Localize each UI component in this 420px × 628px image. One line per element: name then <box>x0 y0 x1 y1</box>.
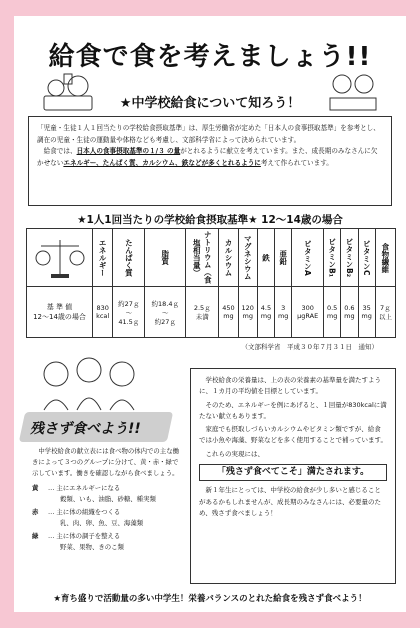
group-foods: 野菜、果物、きのこ類 <box>60 543 124 551</box>
header-zinc: 亜鉛 <box>275 229 292 287</box>
explanation-paragraph-5: 新１年生にとっては、中学校の給食が少し多いと感じることがあるかもしれませんが、成長期のみなさんには、必要量のため、残さず食べましょう！ <box>199 486 381 517</box>
cell-sodium: 2.5ｇ 未満 <box>186 287 219 338</box>
intro-text: 考えて作られています。 <box>260 158 333 167</box>
group-desc: … 主に体の組織をつくる <box>48 508 121 516</box>
nutrition-table <box>26 228 396 338</box>
table-row <box>27 287 396 338</box>
food-group-red <box>32 507 182 529</box>
table-header-row <box>27 229 396 287</box>
explanation-paragraph-4: これらの実現には、 <box>205 449 264 458</box>
header-vitamin-b1: ビタミンB₁ <box>324 229 341 287</box>
intro-text: 給食では、 <box>43 147 77 155</box>
group-key: 赤 <box>32 508 39 516</box>
cell-fat: 約18.4ｇ ～ 約27ｇ <box>145 287 186 338</box>
group-key: 緑 <box>32 532 39 540</box>
slogan-box: 「残さず食べてこそ」満たされます。 <box>199 464 387 481</box>
table-corner <box>27 229 93 287</box>
students-illustration <box>34 352 144 416</box>
cell-protein: 約27ｇ ～ 41.5ｇ <box>113 287 145 338</box>
page <box>14 16 406 612</box>
source-note: （文部科学省 平成３０年７月３１日 通知） <box>241 343 378 351</box>
cell-zinc: 3 mg <box>275 287 292 338</box>
cell-vitamin-b2: 0.6 mg <box>341 287 358 338</box>
group-key: 黄 <box>32 484 39 492</box>
explanation-paragraph-3: 家庭でも摂取しづらいカルシウムやビタミン類ですが、給食では小魚や海藻、野菜などを多く使用することで補っています。 <box>199 425 387 445</box>
footer-message: ★育ち盛りで活動量の多い中学生！栄養バランスのとれた給食を残さず食べよう！ <box>53 594 367 604</box>
header-vitamin-a: ビタミンA <box>292 229 324 287</box>
group-desc: … 主にエネルギーになる <box>48 484 121 492</box>
explanation-paragraph-1: 学校給食の栄養量は、上の表の栄養素の基準量を満たすように、１カ月の平均値を目標としています。 <box>199 376 381 396</box>
cell-vitamin-a: 300 μgRAE <box>292 287 324 338</box>
header-fiber: 食物繊維 <box>375 229 395 287</box>
header-magnesium: マグネシウム <box>238 229 257 287</box>
cell-vitamin-b1: 0.5 mg <box>324 287 341 338</box>
nutrition-explanation-box <box>190 368 396 584</box>
cell-fiber: 7ｇ 以上 <box>375 287 395 338</box>
header-calcium: カルシウム <box>219 229 238 287</box>
table-title: ★1人1回当たりの学校給食摂取基準★ 12～14歳の場合 <box>77 214 343 226</box>
banner-text: 残さず食べよう!! <box>30 421 141 437</box>
food-group-yellow <box>32 483 182 505</box>
cell-energy: 830 kcal <box>93 287 113 338</box>
header-vitamin-b2: ビタミンB₂ <box>341 229 358 287</box>
intro-box <box>28 116 392 206</box>
group-desc: … 主に体の調子を整える <box>48 532 121 540</box>
intro-paragraph-1: 「児童・生徒１人１回当たりの学校給食摂取基準」は、厚生労働省が定めた「日本人の食事摂取基準」を参考とし、調在の児童・生徒の運動量や体格なども考慮し、文部科学省によって決められています。 <box>37 124 380 144</box>
header-iron: 鉄 <box>257 229 274 287</box>
intro-text: がとれるように献立を考えています。また、成長期のみなさんに欠かせない <box>37 147 378 167</box>
header-energy: エネルギー <box>93 229 113 287</box>
page-title: 給食で食を考えましょう!! <box>48 42 372 72</box>
balance-scale-icon <box>33 232 87 282</box>
header-sodium: ナトリウム（食塩相当量） <box>186 229 219 287</box>
intro-highlight-2: エネルギー、たんぱく質、カルシウム、鉄などが多くとれるように <box>63 158 261 167</box>
group-foods: 穀類、いも、油脂、砂糖、種実類 <box>60 495 156 503</box>
nokosazu-banner <box>22 412 170 442</box>
explanation-paragraph-2: そのため、エネルギーを例にあげると、１回量が830kcalに満たない献立もあります。 <box>199 400 387 420</box>
header-vitamin-c: ビタミンC <box>358 229 375 287</box>
subtitle: ★中学校給食について知ろう！ <box>119 96 301 111</box>
food-groups-section <box>32 446 182 553</box>
food-groups-intro: 中学校給食の献立表には食べ物の体内での主な働きによって３つのグループに分けて、黄・赤・緑で示しています。働きを確認しながら食べましょう。 <box>32 447 179 477</box>
intro-highlight-1: 日本人の食事摂取基準の１/３ の量 <box>76 147 181 155</box>
cell-magnesium: 120 mg <box>238 287 257 338</box>
header-fat: 脂質 <box>145 229 186 287</box>
intro-paragraph-2 <box>37 146 383 169</box>
header-protein: たんぱく質 <box>113 229 145 287</box>
row-label: 基 準 値 12～14歳の場合 <box>27 287 93 338</box>
group-foods: 乳、肉、卵、魚、豆、海藻類 <box>60 519 144 527</box>
cell-calcium: 450 mg <box>219 287 238 338</box>
food-group-green <box>32 531 182 553</box>
cell-vitamin-c: 35 mg <box>358 287 375 338</box>
cell-iron: 4.5 mg <box>257 287 274 338</box>
